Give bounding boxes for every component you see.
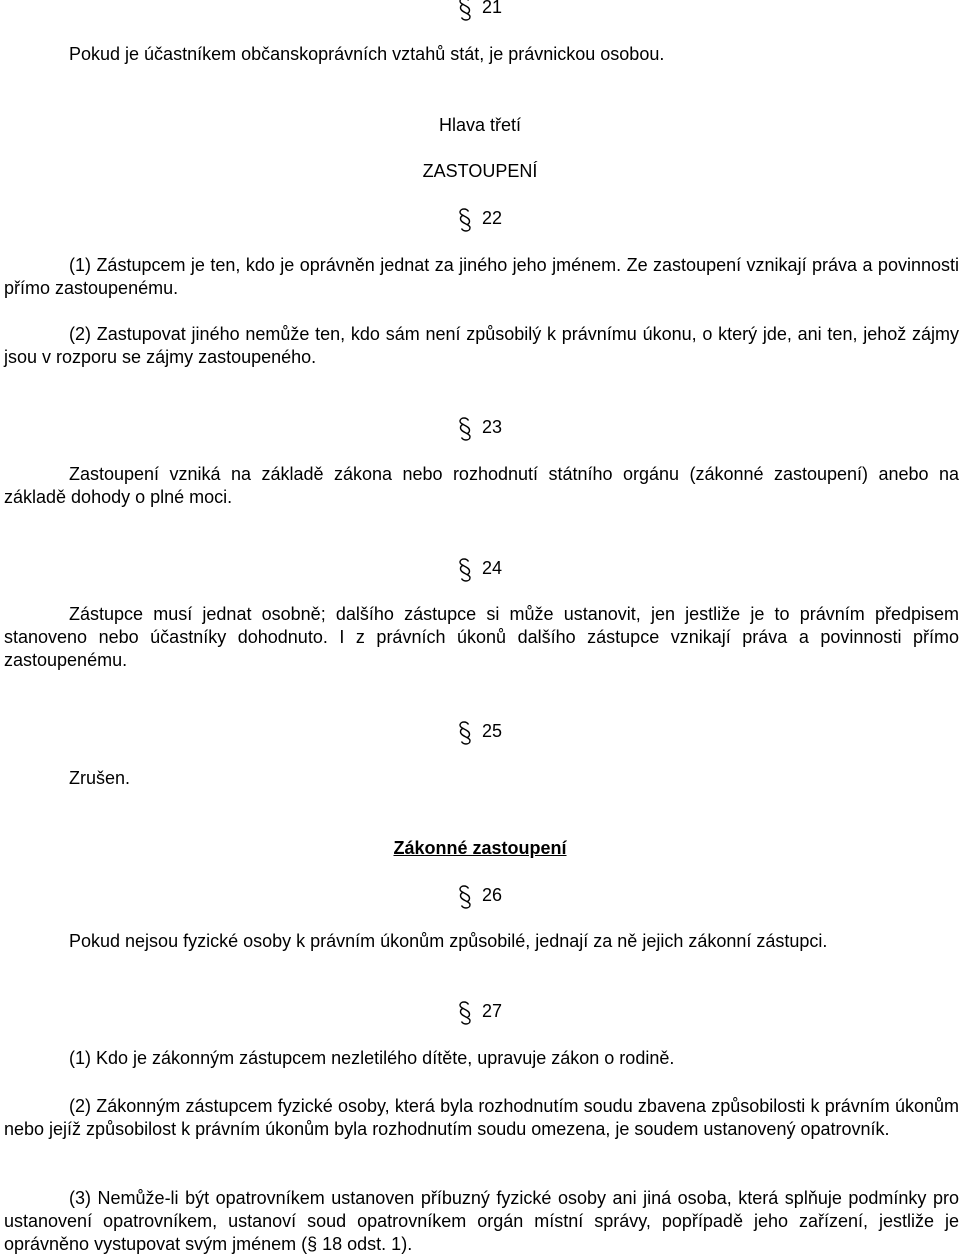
section-number: 21 — [481, 0, 503, 17]
section-sign-icon — [458, 1000, 472, 1023]
section-25-heading — [0, 720, 960, 743]
section-number: 24 — [481, 558, 503, 578]
paragraph-27-2: (2) Zákonným zástupcem fyzické osoby, která byla rozhodnutím soudu zbavena způsobilosti k právním úkonům nebo jejíž způsobilost k právním úkonům byla rozhodnutím soudu omezena, je soudem ustanovený opatrovník. — [4, 1096, 959, 1139]
section-21-heading — [0, 0, 960, 19]
section-sign-icon — [458, 884, 472, 907]
section-sign-icon — [458, 720, 472, 743]
section-23-heading — [0, 416, 960, 439]
paragraph-23: Zastoupení vzniká na základě zákona nebo rozhodnutí státního orgánu (zákonné zastoupení) anebo na základě dohody o plné moci. — [4, 464, 959, 507]
section-number: 26 — [481, 885, 503, 905]
paragraph-22-1: (1) Zástupcem je ten, kdo je oprávněn jednat za jiného jeho jménem. Ze zastoupení vznikají práva a povinnosti přímo zastoupenému. — [4, 255, 959, 298]
section-sign-icon — [458, 207, 472, 230]
section-22-heading — [0, 207, 960, 230]
section-number: 25 — [481, 721, 503, 741]
section-sign-icon — [458, 557, 472, 580]
paragraph-26: Pokud nejsou fyzické osoby k právním úkonům způsobilé, jednají za ně jejich zákonní zástupci. — [69, 931, 828, 951]
paragraph-21: Pokud je účastníkem občanskoprávních vztahů stát, je právnickou osobou. — [69, 44, 665, 64]
paragraph-25: Zrušen. — [69, 768, 131, 788]
paragraph-22-2: (2) Zastupovat jiného nemůže ten, kdo sám není způsobilý k právnímu úkonu, o který jde, ani ten, jehož zájmy jsou v rozporu se zájmy zastoupeného. — [4, 324, 959, 367]
section-sign-icon — [458, 416, 472, 439]
chapter-title: ZASTOUPENÍ — [422, 161, 538, 181]
paragraph-27-1: (1) Kdo je zákonným zástupcem nezletilého dítěte, upravuje zákon o rodině. — [69, 1048, 675, 1068]
section-26-heading — [0, 884, 960, 907]
subheading-legal-representation: Zákonné zastoupení — [393, 838, 567, 858]
section-number: 27 — [481, 1001, 503, 1021]
paragraph-27-3: (3) Nemůže-li být opatrovníkem ustanoven příbuzný fyzické osoby ani jiná osoba, která splňuje podmínky pro ustanovení opatrovníkem, ustanoví soud opatrovníkem orgán místní správy, popřípadě jeho zařízení, jestliže je oprávněno vystupovat svým jménem (§ 18 odst. 1). — [4, 1188, 959, 1254]
section-sign-icon — [458, 0, 472, 19]
section-number: 23 — [481, 417, 503, 437]
chapter-label: Hlava třetí — [438, 115, 522, 135]
section-27-heading — [0, 1000, 960, 1023]
section-number: 22 — [481, 208, 503, 228]
paragraph-24: Zástupce musí jednat osobně; dalšího zástupce si může ustanovit, jen jestliže je to právním předpisem stanoveno nebo účastníky dohodnuto. I z právních úkonů dalšího zástupce vznikají práva a povinnosti přímo zastoupenému. — [4, 604, 959, 670]
section-24-heading — [0, 557, 960, 580]
